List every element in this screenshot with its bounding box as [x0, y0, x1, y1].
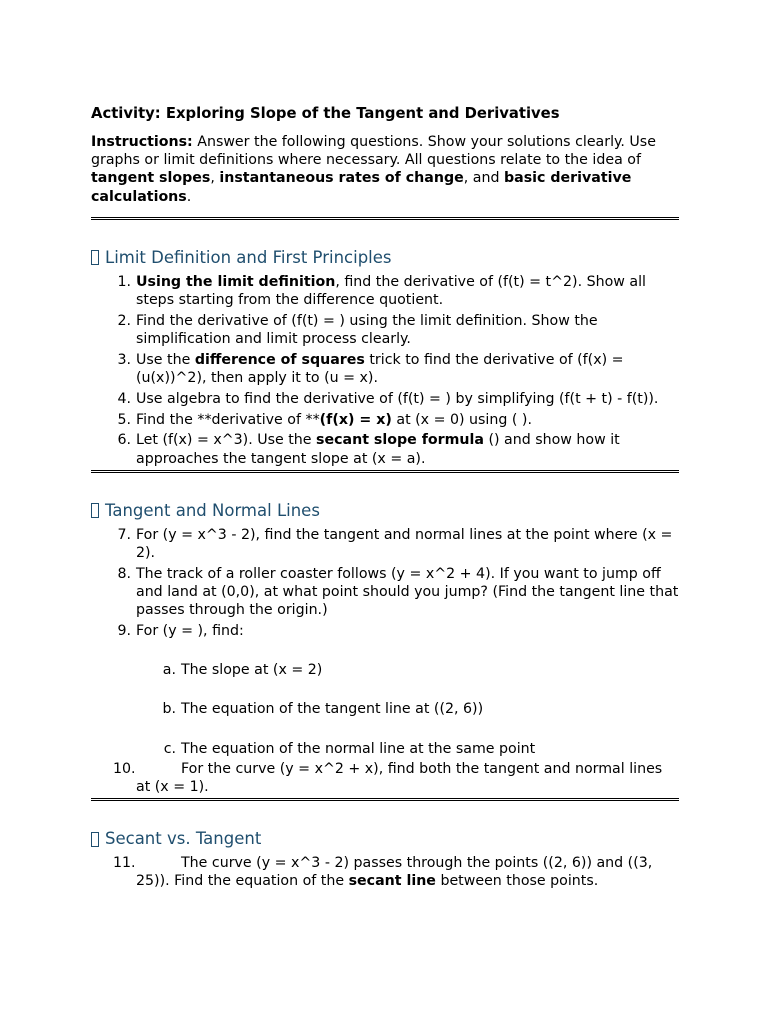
document-page [91, 104, 679, 893]
question-bold-text: secant line [348, 873, 436, 890]
question-text: For (y = x^3 - 2), find the tangent and normal lines at the point where (x = 2). [136, 526, 673, 562]
question-text: at (x = 0) using ( ). [391, 411, 532, 428]
question-text: Use the [136, 351, 195, 368]
question-text: between those points. [435, 873, 599, 890]
question-item [91, 273, 679, 309]
question-item [91, 390, 679, 408]
question-text: For (y = ), find: [136, 623, 244, 640]
question-item [91, 526, 679, 562]
question-number: 1. [117, 273, 131, 290]
subpart-item [91, 740, 679, 758]
section-heading-text: Limit Definition and First Principles [105, 247, 392, 267]
question-number: 11. [113, 855, 136, 872]
question-text: The curve (y = x^3 - 2) passes through the points ((2, 6)) and ((3, 25)). Find the equation of the [136, 855, 653, 890]
question-bold-text: (f(x) = x) [319, 411, 392, 428]
question-number: 10. [113, 760, 136, 777]
question-list-limit-definition [91, 273, 679, 468]
question-list-secant-tangent [91, 854, 679, 890]
instructions-label: Instructions: [91, 134, 193, 150]
section-divider [91, 798, 679, 801]
question-text: Use algebra to find the derivative of (f(t) = ) by simplifying (f(t + t) - f(t)). [136, 390, 659, 407]
section-divider [91, 217, 679, 220]
subpart-item [91, 700, 679, 718]
instructions-separator: , [210, 170, 220, 187]
question-text: Let (f(x) = x^3). Use the [136, 432, 317, 449]
section-heading-text: Tangent and Normal Lines [105, 500, 320, 520]
subpart-letter: a. [162, 662, 176, 679]
missing-glyph-icon [91, 250, 99, 265]
subpart-letter: c. [163, 740, 176, 757]
question-number: 5. [117, 411, 131, 428]
question-number: 7. [117, 526, 131, 543]
question-list-tangent-normal [91, 526, 679, 796]
question-item [91, 411, 679, 429]
question-text: , find the derivative of (f(t) = t^2). Show all steps starting from the difference quotient. [136, 273, 646, 309]
instructions-bold-rates: instantaneous rates of change [219, 170, 464, 187]
subpart-text: The slope at (x = 2) [181, 662, 323, 679]
instructions-bold-tangent-slopes: tangent slopes [91, 170, 211, 187]
question-item [91, 854, 679, 890]
question-text: For the curve (y = x^2 + x), find both the tangent and normal lines at (x = 1). [136, 760, 663, 796]
missing-glyph-icon [91, 832, 99, 847]
section-heading-limit-definition [91, 247, 679, 269]
question-number: 4. [117, 390, 131, 407]
question-item [91, 351, 679, 387]
question-text: trick to find the derivative of (f(x) = (u(x))^2), then apply it to (u = x). [136, 351, 624, 387]
instructions-text: Answer the following questions. Show your solutions clearly. Use graphs or limit definitions where necessary. All questions relate to the idea of [91, 134, 656, 169]
question-item [91, 565, 679, 620]
section-heading-tangent-normal [91, 500, 679, 522]
question-number: 6. [117, 432, 131, 449]
instructions-bold-derivative-calculations: basic derivative calculations [91, 170, 632, 205]
subpart-text: The equation of the normal line at the same point [181, 740, 536, 757]
question-item [91, 431, 679, 467]
question-number: 2. [117, 312, 131, 329]
instructions-separator: , and [463, 170, 504, 187]
question-text: () and show how it approaches the tangent slope at (x = a). [136, 432, 620, 467]
question-item [91, 312, 679, 348]
section-divider [91, 470, 679, 473]
question-bold-text: difference of squares [194, 351, 365, 368]
question-text: The track of a roller coaster follows (y = x^2 + 4). If you want to jump off and land at (0,0), at what point should you jump? (Find the tangent line that passes through the origin.) [136, 565, 679, 619]
question-item [91, 760, 679, 796]
subpart-letter: b. [162, 701, 176, 718]
question-number: 9. [117, 623, 131, 640]
question-bold-text: secant slope formula [316, 432, 484, 449]
question-number: 3. [117, 351, 131, 368]
subpart-text: The equation of the tangent line at ((2, 6)) [181, 701, 484, 718]
section-heading-secant-tangent [91, 828, 679, 850]
question-number: 8. [117, 565, 131, 582]
instructions-paragraph [91, 133, 679, 206]
subpart-item [91, 661, 679, 679]
question-bold-text: Using the limit definition [136, 273, 336, 290]
instructions-period: . [186, 188, 192, 205]
question-item [91, 622, 679, 640]
activity-title: Activity: Exploring Slope of the Tangent and Derivatives [91, 105, 560, 122]
question-text: Find the derivative of (f(t) = ) using the limit definition. Show the simplification and limit process clearly. [136, 312, 598, 348]
section-heading-text: Secant vs. Tangent [105, 829, 262, 849]
question-text: Find the **derivative of ** [136, 411, 320, 428]
missing-glyph-icon [91, 503, 99, 518]
